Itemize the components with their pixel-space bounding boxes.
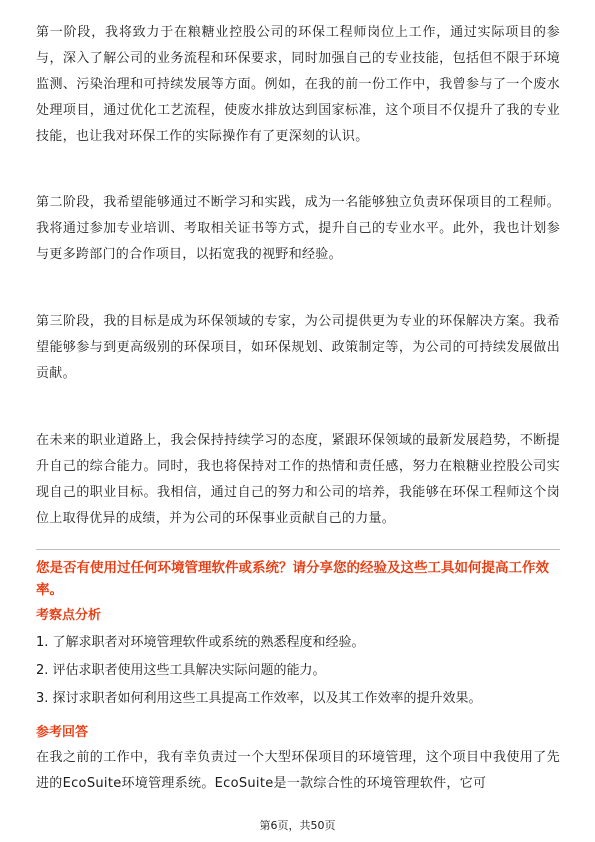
page-number: 第6页，共50页: [259, 819, 336, 832]
analysis-point: 3. 探讨求职者如何利用这些工具提高工作效率，以及其工作效率的提升效果。: [36, 691, 482, 706]
analysis-heading: 考察点分析: [36, 608, 102, 623]
analysis-point: 1. 了解求职者对环境管理软件或系统的熟悉程度和经验。: [36, 635, 365, 650]
analysis-point: 2. 评估求职者使用这些工具解决实际问题的能力。: [36, 663, 326, 678]
body-paragraph-stage-2: 第二阶段，我希望能够通过不断学习和实践，成为一名能够独立负责环保项目的工程师。我将通过参加专业培训、考取相关证书等方式，提升自己的专业水平。此外，我也计划参与更多跨部门的合作项目，以拓宽我的视野和经验。: [36, 195, 560, 262]
body-paragraph-stage-1: 第一阶段，我将致力于在粮糖业控股公司的环保工程师岗位上工作，通过实际项目的参与，深入了解公司的业务流程和环保要求，同时加强自己的专业技能，包括但不限于环境监测、污染治理和可持续发展等方面。例如，在我的前一份工作中，我曾参与了一个废水处理项目，通过优化工艺流程，使废水排放达到国家标准，这个项目不仅提升了我的专业技能，也让我对环保工作的实际操作有了更深刻的认识。: [36, 25, 560, 144]
interview-question: 您是否有使用过任何环境管理软件或系统？请分享您的经验及这些工具如何提高工作效率。: [36, 560, 549, 598]
answer-heading: 参考回答: [36, 725, 89, 740]
answer-paragraph: 在我之前的工作中，我有幸负责过一个大型环保项目的环境管理，这个项目中我使用了先进的EcoSuite环境管理系统。EcoSuite是一款综合性的环境管理软件，它可: [36, 750, 560, 791]
body-paragraph-conclusion: 在未来的职业道路上，我会保持持续学习的态度，紧跟环保领域的最新发展趋势，不断提升自己的综合能力。同时，我也将保持对工作的热情和责任感，努力在粮糖业控股公司实现自己的职业目标。我相信，通过自己的努力和公司的培养，我能够在环保工程师这个岗位上取得优异的成绩，并为公司的环保事业贡献自己的力量。: [36, 433, 560, 526]
body-paragraph-stage-3: 第三阶段，我的目标是成为环保领域的专家，为公司提供更为专业的环保解决方案。我希望能够参与到更高级别的环保项目，如环保规划、政策制定等，为公司的可持续发展做出贡献。: [36, 314, 560, 381]
section-divider: [36, 549, 560, 550]
